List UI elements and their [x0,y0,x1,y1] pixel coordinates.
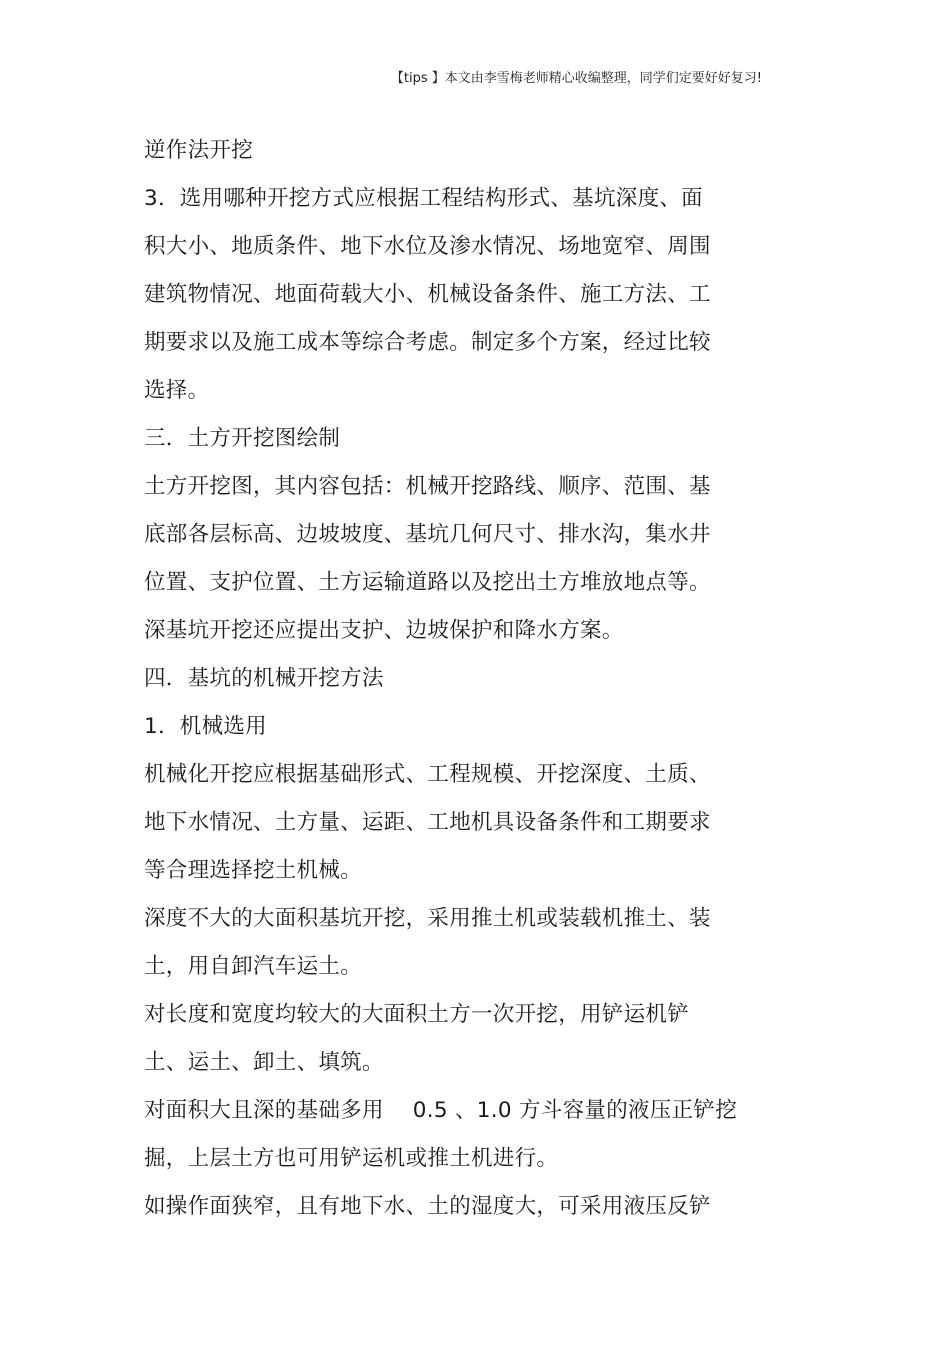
section-heading: 四．基坑的机械开挖方法 [144,666,384,691]
text-line: 土，用自卸汽车运土。 [144,954,363,979]
text-line: 期要求以及施工成本等综合考虑。制定多个方案，经过比较 [144,330,711,355]
text-line: 土方开挖图，其内容包括：机械开挖路线、顺序、范围、基 [144,474,711,499]
subsection-heading: 1．机械选用 [144,714,267,739]
text-line: 位置、支护位置、土方运输道路以及挖出土方堆放地点等。 [144,570,711,595]
text-line: 深度不大的大面积基坑开挖，采用推土机或装载机推土、装 [144,906,711,931]
text-line: 等合理选择挖土机械。 [144,858,363,883]
text-line: 如操作面狭窄，且有地下水、土的湿度大，可采用液压反铲 [144,1194,711,1219]
text-line: 掘，上层土方也可用铲运机或推土机进行。 [144,1146,559,1171]
text-line: 建筑物情况、地面荷载大小、机械设备条件、施工方法、工 [144,282,711,307]
text-line: 机械化开挖应根据基础形式、工程规模、开挖深度、土质、 [144,762,711,787]
text-line: 深基坑开挖还应提出支护、边坡保护和降水方案。 [144,618,624,643]
text-line: 底部各层标高、边坡坡度、基坑几何尺寸、排水沟，集水井 [144,522,711,547]
text-line: 对面积大且深的基础多用 0.5 、1.0 方斗容量的液压正铲挖 [144,1098,737,1123]
text-line: 选择。 [144,378,210,403]
text-line: 逆作法开挖 [144,138,254,163]
section-heading: 三．土方开挖图绘制 [144,426,341,451]
text-line: 积大小、地质条件、地下水位及渗水情况、场地宽窄、周围 [144,234,711,259]
text-line: 土、运土、卸土、填筑。 [144,1050,384,1075]
text-line: 3．选用哪种开挖方式应根据工程结构形式、基坑深度、面 [144,186,703,211]
header-tips-note: 【tips 】本文由李雪梅老师精心收编整理，同学们定要好好复习! [390,71,762,86]
text-line: 对长度和宽度均较大的大面积土方一次开挖，用铲运机铲 [144,1002,690,1027]
document-body [144,127,784,1231]
text-line: 地下水情况、土方量、运距、工地机具设备条件和工期要求 [144,810,711,835]
